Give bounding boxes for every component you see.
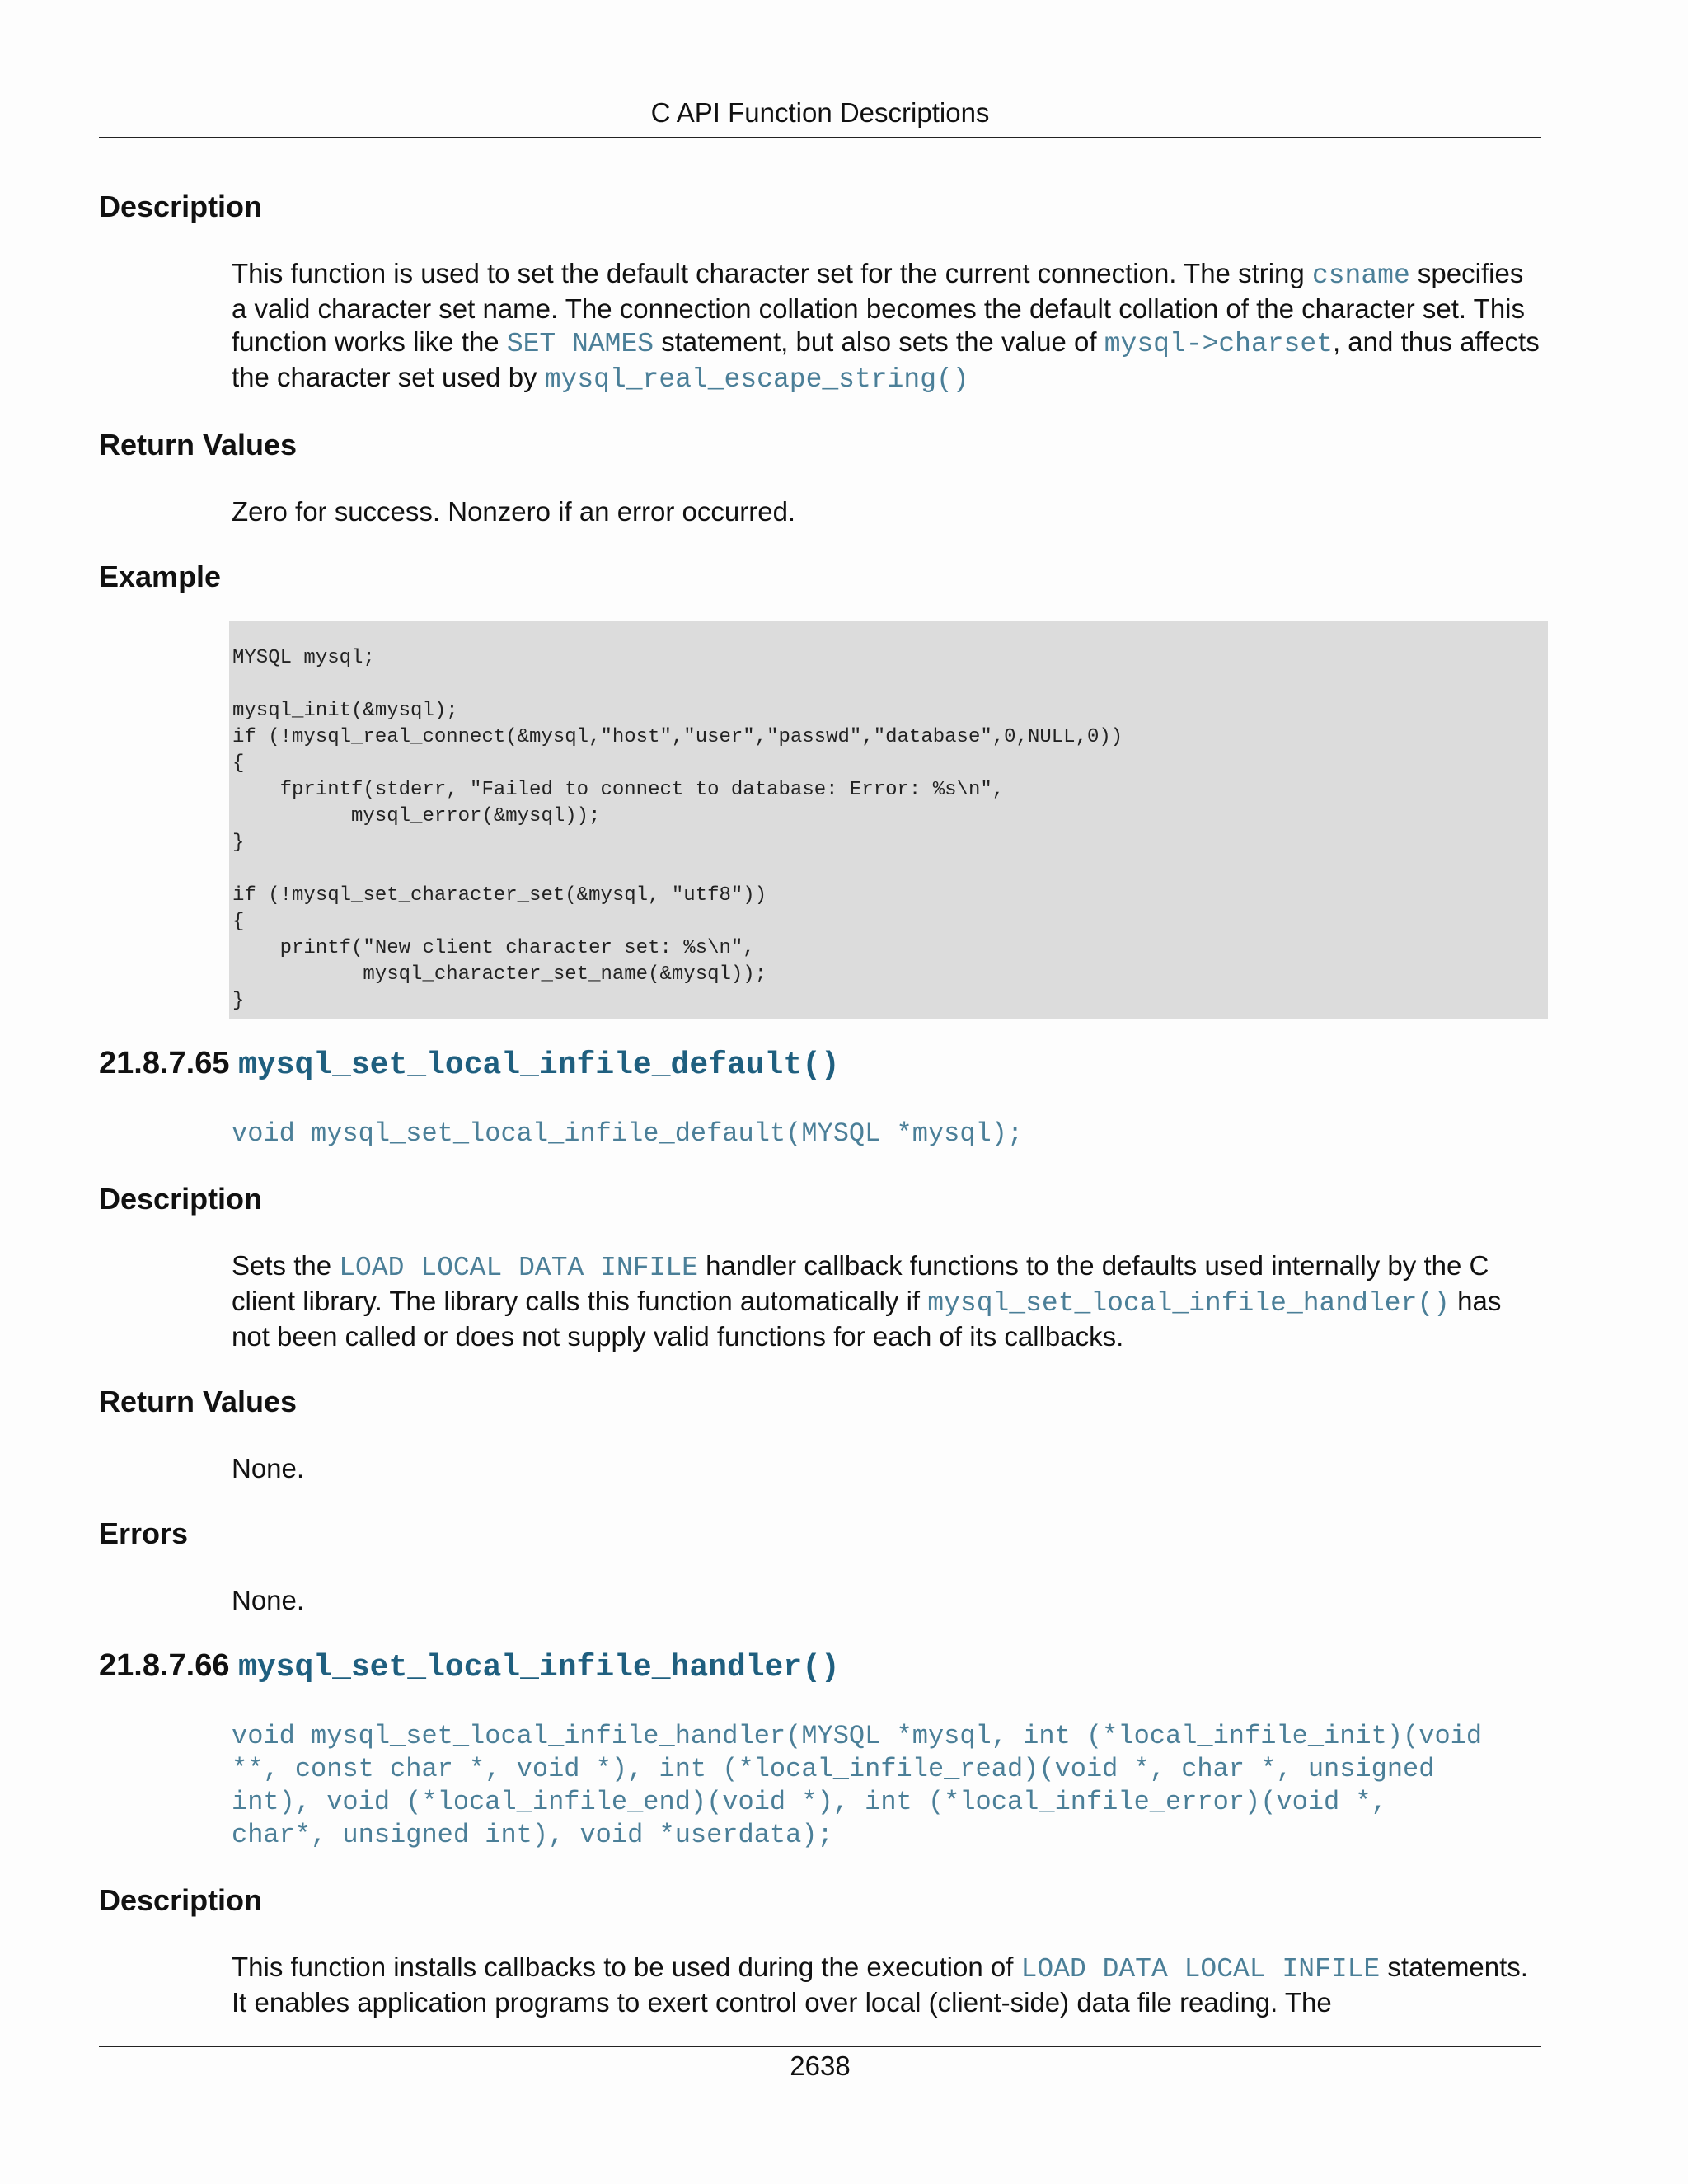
page-header-title: C API Function Descriptions [650, 97, 990, 128]
page-content [99, 190, 1543, 2019]
description-heading: Description [99, 190, 263, 223]
return-values-text: None. [232, 1453, 305, 1483]
return-values-heading: Return Values [99, 1385, 298, 1418]
description-heading: Description [99, 1182, 263, 1216]
section-number: 21.8.7.66 [99, 1648, 230, 1683]
example-heading: Example [99, 560, 222, 593]
section-heading-66 [99, 1648, 1543, 1685]
code-load-data-local-infile: LOAD DATA LOCAL INFILE [1020, 1954, 1381, 1985]
header-rule [99, 137, 1541, 138]
description-paragraph: This function is used to set the default character set for the current connection. The string csname specifies a valid character set name. The connection collation becomes the default collation of the character set. This function works like the SET NAMES statement, but also sets the value of mysql->charset, and thus affects the character set used by mysql_real_escape_string() [232, 258, 1540, 395]
section-heading-65 [99, 1046, 1543, 1083]
signature-line: void mysql_set_local_infile_handler(MYSQL *mysql, int (*local_infile_init)(void [232, 1721, 1483, 1751]
signature-line: int), void (*local_infile_end)(void *), int (*local_infile_error)(void *, [232, 1787, 1387, 1817]
description-paragraph: This function installs callbacks to be used during the execution of LOAD DATA LOCAL INFILE statements. It enables application programs to exert control over local (client-side) data file reading. The [232, 1952, 1528, 2018]
function-signature: void mysql_set_local_infile_default(MYSQL *mysql); [232, 1118, 1024, 1149]
link-mysql-set-local-infile-handler[interactable]: mysql_set_local_infile_handler() [927, 1288, 1450, 1319]
return-values-heading: Return Values [99, 428, 298, 462]
code-mysql-charset: mysql->charset [1104, 329, 1333, 359]
code-set-names: SET NAMES [506, 329, 654, 359]
example-code-block: MYSQL mysql; mysql_init(&mysql); if (!mysql_real_connect(&mysql,"host","user","passwd","database",0,NULL,0)) { fprintf(stderr, "Failed to connect to database: Error: %s\n", mysql_error(&mysql)); } if (!mysql_set_character_set(&mysql, "utf8")) { printf("New client character set: %s\n", mysql_character_set_name(&mysql)); } [229, 621, 1548, 1019]
description-heading: Description [99, 1883, 263, 1917]
function-signature [232, 1720, 1543, 1852]
footer-rule [99, 2046, 1541, 2047]
errors-text: None. [232, 1585, 305, 1615]
section-function-name: mysql_set_local_infile_default() [238, 1047, 840, 1083]
section-function-name: mysql_set_local_infile_handler() [238, 1650, 840, 1685]
code-load-local-data-infile: LOAD LOCAL DATA INFILE [339, 1253, 698, 1283]
page-number: 2638 [790, 2050, 851, 2081]
signature-line: char*, unsigned int), void *userdata); [232, 1820, 833, 1850]
description-paragraph: Sets the LOAD LOCAL DATA INFILE handler callback functions to the defaults used internally by the C client library. The library calls this function automatically if mysql_set_local_infile_handler() has not been called or does not supply valid functions for each of its callbacks. [232, 1250, 1502, 1352]
return-values-text: Zero for success. Nonzero if an error occurred. [232, 496, 796, 527]
signature-line: **, const char *, void *), int (*local_infile_read)(void *, char *, unsigned [232, 1754, 1435, 1784]
code-csname: csname [1311, 260, 1410, 291]
link-mysql-real-escape-string[interactable]: mysql_real_escape_string() [544, 364, 969, 395]
errors-heading: Errors [99, 1516, 189, 1550]
section-number: 21.8.7.65 [99, 1046, 230, 1080]
